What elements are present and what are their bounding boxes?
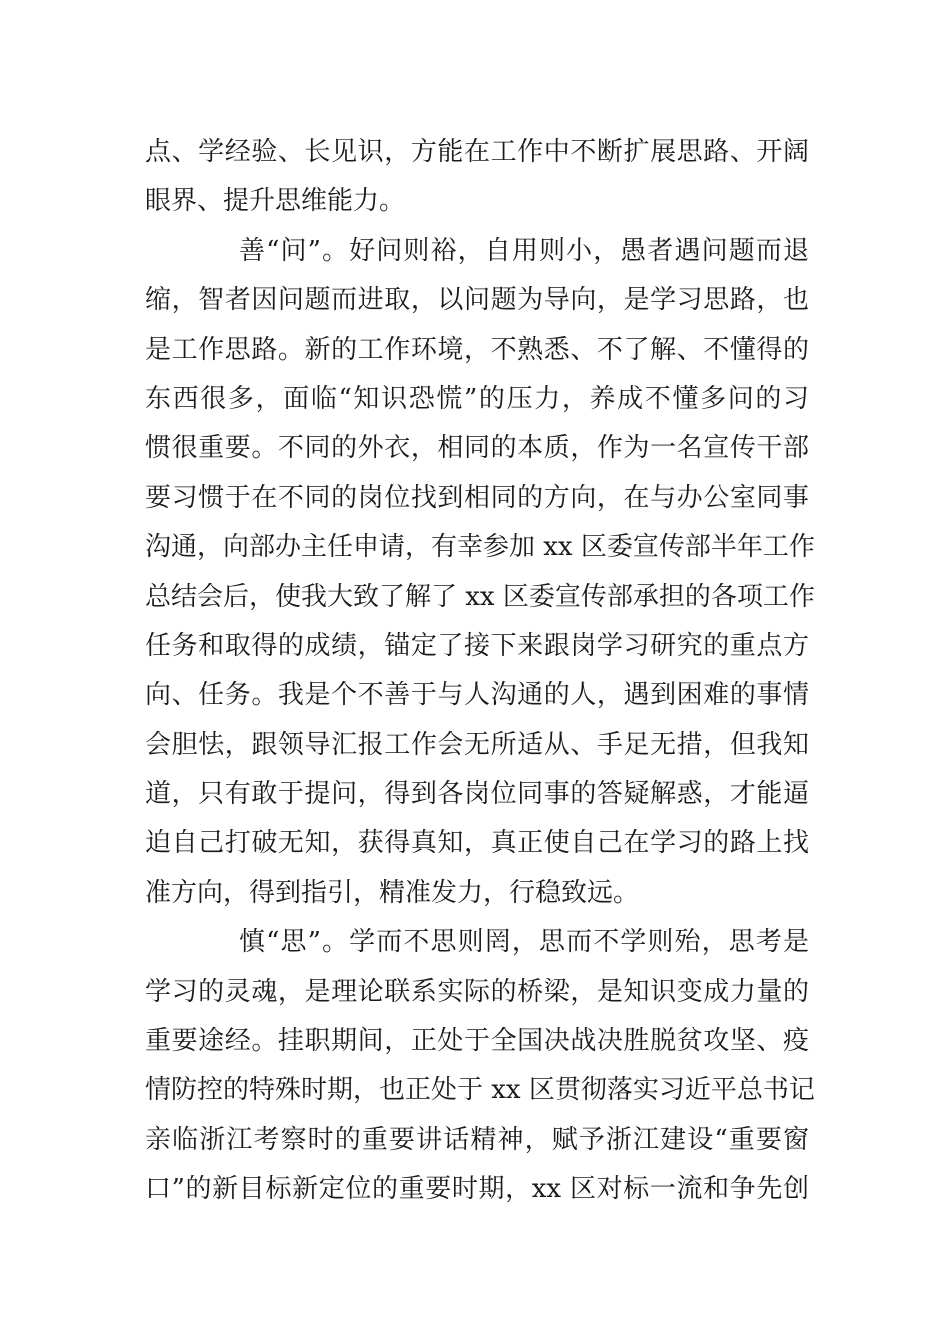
text-line: 向、任务。我是个不善于与人沟通的人，遇到困难的事情 — [145, 680, 809, 711]
text-line: 缩，智者因问题而进取，以问题为导向，是学习思路，也 — [145, 285, 809, 316]
text-line: 亲临浙江考察时的重要讲话精神，赋予浙江建设“重要窗 — [145, 1124, 809, 1155]
text-line: 点、学经验、长见识，方能在工作中不断扩展思路、开阔 — [145, 137, 809, 167]
text-line: 眼界、提升思维能力。 — [145, 186, 406, 217]
text-line: 惯很重要。不同的外衣，相同的本质，作为一名宣传干部 — [145, 433, 809, 464]
text-line: 要习惯于在不同的岗位找到相同的方向，在与办公室同事 — [145, 482, 809, 513]
text-line: 沟通，向部办主任申请，有幸参加 xx 区委宣传部半年工作 — [145, 532, 815, 563]
body-text — [145, 128, 815, 1215]
text-line: 道，只有敢于提问，得到各岗位同事的答疑解惑，才能逼 — [145, 779, 809, 810]
text-line: 口”的新目标新定位的重要时期，xx 区对标一流和争先创 — [145, 1174, 809, 1205]
text-line: 是工作思路。新的工作环境，不熟悉、不了解、不懂得的 — [145, 334, 809, 365]
paragraph-start-line: 慎“思”。学而不思则罔，思而不学则殆，思考是 — [239, 927, 809, 958]
text-line: 任务和取得的成绩，锚定了接下来跟岗学习研究的重点方 — [145, 630, 809, 661]
text-line: 重要途经。挂职期间，正处于全国决战决胜脱贫攻坚、疫 — [145, 1026, 809, 1057]
text-line: 东西很多，面临“知识恐慌”的压力，养成不懂多问的习 — [145, 383, 809, 414]
text-line: 迫自己打破无知，获得真知，真正使自己在学习的路上找 — [145, 828, 809, 859]
paragraph-start-line: 善“问”。好问则裕，自用则小，愚者遇问题而退 — [239, 235, 809, 266]
text-line: 学习的灵魂，是理论联系实际的桥梁，是知识变成力量的 — [145, 976, 809, 1007]
text-line: 会胆怯，跟领导汇报工作会无所适从、手足无措，但我知 — [145, 729, 809, 760]
text-line: 总结会后，使我大致了解了 xx 区委宣传部承担的各项工作 — [145, 581, 815, 612]
text-line: 情防控的特殊时期，也正处于 xx 区贯彻落实习近平总书记 — [145, 1075, 815, 1106]
text-line: 准方向，得到指引，精准发力，行稳致远。 — [145, 877, 640, 908]
